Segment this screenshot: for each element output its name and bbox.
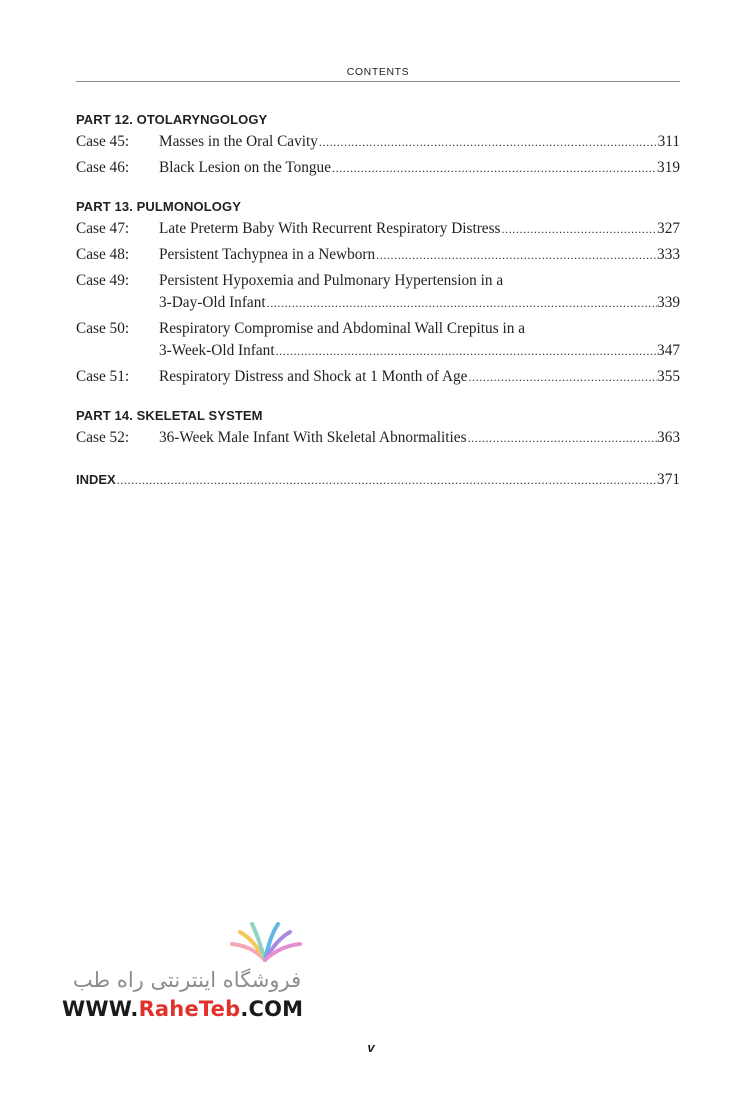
index-label: INDEX (76, 472, 116, 487)
toc-entry[interactable] (76, 244, 680, 270)
case-title-leader-line (159, 218, 680, 240)
toc-entry[interactable] (76, 131, 680, 157)
case-title-line: Respiratory Compromise and Abdominal Wall Crepitus in a (159, 320, 525, 337)
page-number: v (367, 1040, 375, 1055)
part-heading: PART 12. OTOLARYNGOLOGY (76, 112, 268, 127)
case-number: Case 50: (76, 320, 130, 337)
case-title-line: Black Lesion on the Tongue (159, 159, 331, 176)
case-title-leader-line (159, 157, 680, 179)
toc-parts (76, 109, 680, 453)
case-title-line: Masses in the Oral Cavity (159, 133, 318, 150)
case-title-leader-line (159, 427, 680, 449)
case-page-number: 319 (657, 159, 680, 176)
case-number: Case 46: (76, 159, 130, 176)
dot-leader (467, 366, 657, 388)
case-title-line: Persistent Tachypnea in a Newborn (159, 246, 376, 263)
part-heading: PART 13. PULMONOLOGY (76, 199, 241, 214)
case-title-line: Respiratory Distress and Shock at 1 Month of Age (159, 368, 468, 385)
watermark-url (62, 997, 303, 1021)
open-book-fan-icon (222, 918, 308, 962)
toc-entry[interactable] (76, 157, 680, 183)
case-title-line: Persistent Hypoxemia and Pulmonary Hypertension in a (159, 272, 504, 289)
header-rule (76, 81, 680, 82)
toc-part (76, 196, 680, 392)
case-title-leader-line (159, 131, 680, 153)
toc-part (76, 405, 680, 453)
case-title-block (159, 157, 680, 183)
part-heading: PART 14. SKELETAL SYSTEM (76, 408, 263, 423)
case-number: Case 48: (76, 246, 130, 263)
watermark-persian-text: فروشگاه اینترنتی راه طب (72, 968, 302, 992)
case-title-block (159, 131, 680, 157)
table-of-contents (76, 109, 680, 491)
case-title-leader-line (159, 244, 680, 266)
dot-leader (331, 157, 657, 179)
toc-index-entry[interactable] (76, 469, 680, 491)
dot-leader (318, 131, 658, 153)
dot-leader (501, 218, 658, 240)
toc-entry[interactable] (76, 427, 680, 453)
case-page-number: 347 (657, 342, 680, 359)
dot-leader (266, 292, 657, 314)
case-page-number: 363 (657, 429, 680, 446)
case-page-number: 355 (657, 368, 680, 385)
case-page-number: 311 (657, 133, 680, 150)
case-number: Case 45: (76, 133, 130, 150)
watermark-url-prefix: WWW. (62, 997, 139, 1021)
case-title-block (159, 427, 680, 453)
case-title-block (159, 318, 680, 366)
dot-leader (275, 340, 657, 362)
case-title-block (159, 366, 680, 392)
case-number: Case 51: (76, 368, 130, 385)
case-title-line: 3-Week-Old Infant (159, 342, 275, 359)
dot-leader (375, 244, 657, 266)
case-title-leader-line (159, 340, 680, 362)
case-title-leader-line (159, 292, 680, 314)
toc-part (76, 109, 680, 183)
case-title-line: 3-Day-Old Infant (159, 294, 266, 311)
case-page-number: 339 (657, 294, 680, 311)
toc-entry[interactable] (76, 366, 680, 392)
case-title-block (159, 270, 680, 318)
index-page-number: 371 (657, 471, 680, 488)
case-number: Case 47: (76, 220, 130, 237)
case-title-block (159, 218, 680, 244)
case-number: Case 52: (76, 429, 130, 446)
watermark-url-suffix: .COM (240, 997, 304, 1021)
watermark-url-brand: RaheTeb (138, 997, 241, 1021)
running-head: CONTENTS (346, 66, 410, 78)
dot-leader (467, 427, 657, 449)
toc-entry[interactable] (76, 218, 680, 244)
watermark (62, 918, 312, 1028)
toc-entry[interactable] (76, 318, 680, 366)
case-title-leader-line (159, 366, 680, 388)
case-number: Case 49: (76, 272, 130, 289)
case-title-line: 36-Week Male Infant With Skeletal Abnormalities (159, 429, 467, 446)
case-page-number: 327 (657, 220, 680, 237)
case-page-number: 333 (657, 246, 680, 263)
case-title-block (159, 244, 680, 270)
toc-entry[interactable] (76, 270, 680, 318)
case-title-line: Late Preterm Baby With Recurrent Respiratory Distress (159, 220, 501, 237)
dot-leader (116, 469, 657, 491)
